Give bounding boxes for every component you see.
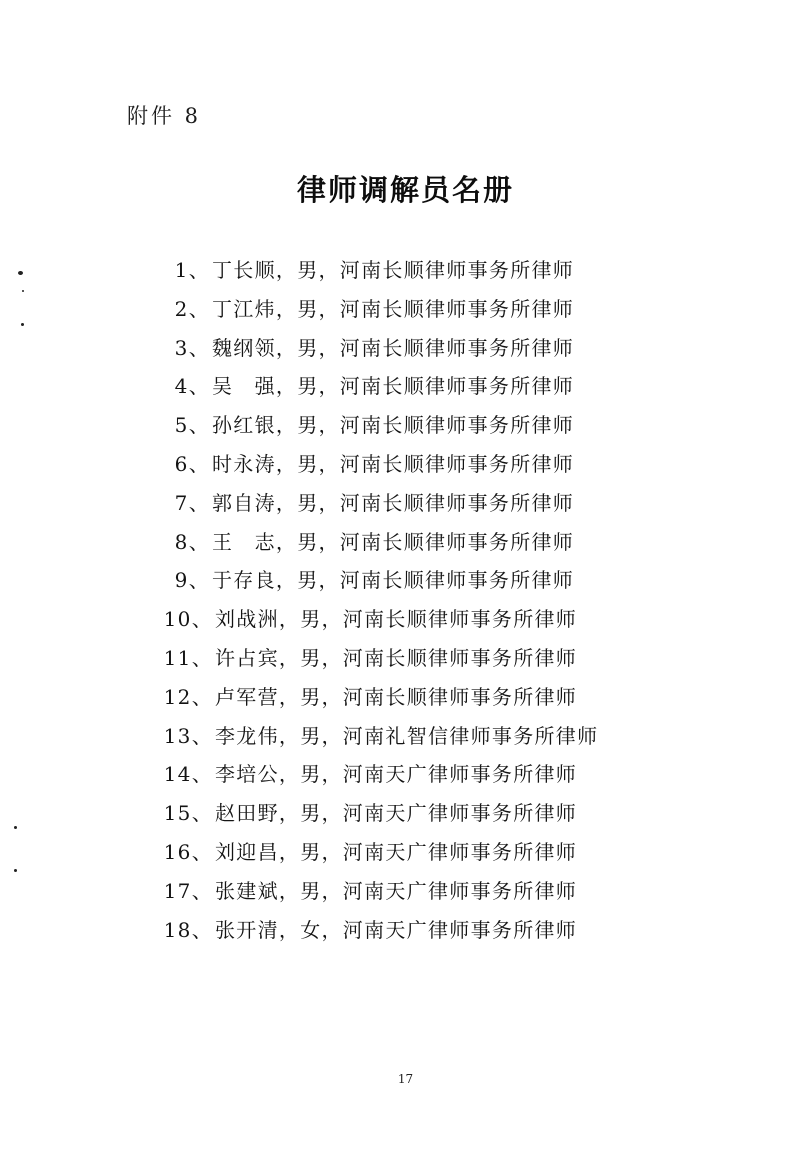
entry-text: 丁江炜，男，河南长顺律师事务所律师 xyxy=(212,296,575,321)
mediator-list xyxy=(0,255,811,953)
entry-number: 14、 xyxy=(163,762,213,787)
page-title: 律师调解员名册 xyxy=(296,173,514,207)
entry-number: 5、 xyxy=(174,413,210,438)
entry-number: 17、 xyxy=(163,878,213,903)
scan-speck xyxy=(18,271,23,275)
entry-text: 许占宾，男，河南长顺律师事务所律师 xyxy=(215,645,578,670)
list-item xyxy=(0,876,811,915)
entry-text: 时永涛，男，河南长顺律师事务所律师 xyxy=(212,451,575,476)
scan-speck xyxy=(14,826,17,829)
entry-text: 张开清，女，河南天广律师事务所律师 xyxy=(215,917,578,942)
list-item xyxy=(0,333,811,372)
list-item xyxy=(0,410,811,449)
entry-number: 11、 xyxy=(163,645,213,670)
entry-text: 卢军营，男，河南长顺律师事务所律师 xyxy=(215,684,578,709)
list-item xyxy=(0,682,811,721)
list-item xyxy=(0,527,811,566)
entry-number: 1、 xyxy=(174,258,210,282)
list-item xyxy=(0,449,811,488)
list-item xyxy=(0,255,811,294)
list-item xyxy=(0,837,811,876)
list-item xyxy=(0,721,811,760)
entry-text: 赵田野，男，河南天广律师事务所律师 xyxy=(215,801,578,826)
entry-text: 孙红银，男，河南长顺律师事务所律师 xyxy=(212,413,575,438)
page-number: 17 xyxy=(397,1072,414,1086)
entry-text: 丁长顺，男，河南长顺律师事务所律师 xyxy=(212,258,575,282)
list-item xyxy=(0,915,811,954)
entry-text: 李龙伟，男，河南礼智信律师事务所律师 xyxy=(215,723,599,748)
scan-speck xyxy=(14,869,17,872)
entry-number: 18、 xyxy=(163,917,213,942)
list-item xyxy=(0,371,811,410)
list-item xyxy=(0,294,811,333)
list-item xyxy=(0,798,811,837)
list-item xyxy=(0,604,811,643)
entry-text: 魏纲领，男，河南长顺律师事务所律师 xyxy=(212,335,575,360)
entry-number: 4、 xyxy=(174,374,210,399)
entry-number: 10、 xyxy=(163,607,213,632)
entry-text: 刘战洲，男，河南长顺律师事务所律师 xyxy=(215,607,578,632)
entry-text: 李培公，男，河南天广律师事务所律师 xyxy=(215,762,578,787)
entry-number: 13、 xyxy=(163,723,213,748)
list-item xyxy=(0,759,811,798)
entry-number: 9、 xyxy=(174,568,210,593)
list-item xyxy=(0,488,811,527)
entry-number: 2、 xyxy=(174,296,210,321)
scan-speck xyxy=(22,290,24,292)
entry-number: 7、 xyxy=(174,490,210,515)
entry-number: 3、 xyxy=(174,335,210,360)
entry-number: 8、 xyxy=(174,529,210,554)
entry-text: 于存良，男，河南长顺律师事务所律师 xyxy=(212,568,575,593)
entry-number: 12、 xyxy=(163,684,213,709)
entry-number: 6、 xyxy=(174,451,210,476)
entry-text: 张建斌，男，河南天广律师事务所律师 xyxy=(215,878,578,903)
entry-number: 15、 xyxy=(163,801,213,826)
list-item xyxy=(0,565,811,604)
scan-speck xyxy=(21,323,24,326)
annex-label: 附件 8 xyxy=(127,104,202,128)
entry-text: 刘迎昌，男，河南天广律师事务所律师 xyxy=(215,839,578,864)
entry-text: 王 志，男，河南长顺律师事务所律师 xyxy=(212,529,575,554)
list-item xyxy=(0,643,811,682)
entry-text: 吴 强，男，河南长顺律师事务所律师 xyxy=(212,374,575,399)
entry-number: 16、 xyxy=(163,839,213,864)
entry-text: 郭自涛，男，河南长顺律师事务所律师 xyxy=(212,490,575,515)
